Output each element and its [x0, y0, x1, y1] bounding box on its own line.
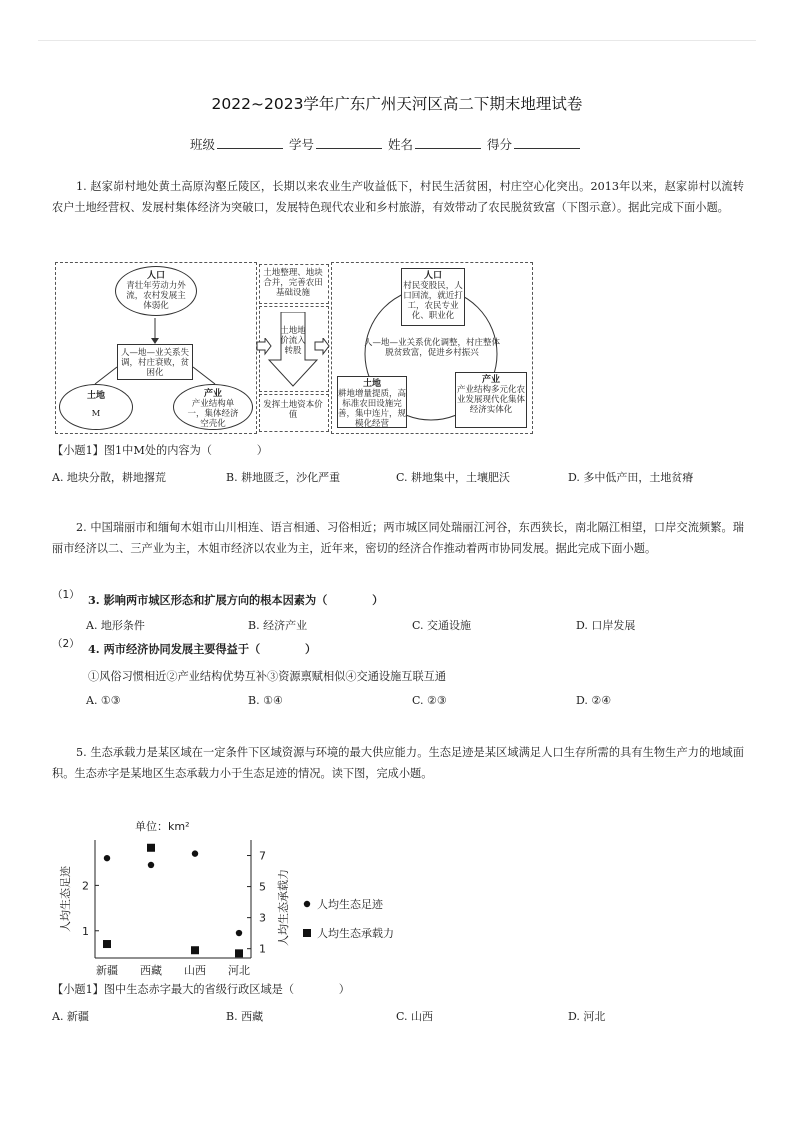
q1-option-d[interactable]: D. 多中低产田，土地贫瘠 [568, 471, 694, 484]
q5-sub-question: 【小题1】图中生态赤字最大的省级行政区域是（ ） [52, 983, 350, 996]
q1-diagram [55, 262, 535, 438]
q2-sub2-option-d[interactable]: D. ②④ [576, 694, 612, 707]
field-class-label: 班级 [190, 137, 216, 152]
q5-option-a[interactable]: A. 新疆 [52, 1010, 89, 1023]
legend-marker-footprint [304, 901, 310, 907]
chart-ylabel-right: 人均生态承载力 [277, 869, 290, 946]
top-rule [38, 40, 756, 41]
q5-option-c[interactable]: C. 山西 [396, 1010, 434, 1023]
q2-sub1-text: 3. 影响两市城区形态和扩展方向的根本因素为（ ） [88, 593, 384, 607]
chart-legend [303, 897, 394, 940]
right-land-text: 耕地增量提质，高标准农田设施完善，集中连片，规模化经营 [338, 389, 407, 429]
q5-option-b[interactable]: B. 西藏 [226, 1010, 264, 1023]
q2-sub2-option-b[interactable]: B. ①④ [248, 694, 283, 707]
mid-bottom-text: 发挥土地资本价值 [263, 400, 323, 420]
q2-sub2-note: ①风俗习惯相近②产业结构优势互补③资源禀赋相似④交通设施互联互通 [88, 670, 447, 683]
left-arrows [55, 262, 255, 432]
right-people-title: 人口 [423, 271, 442, 281]
right-center-text: 人—地—业关系优化调整，村庄整体脱贫致富，促进乡村振兴 [363, 338, 500, 358]
chart-tick-label-right: 3 [259, 911, 266, 925]
field-score-blank[interactable] [514, 137, 580, 149]
q1-option-c[interactable]: C. 耕地集中，土壤肥沃 [396, 471, 511, 484]
right-people-text: 村民变股民，人口回流，就近打工，农民专业化、职业化 [403, 281, 463, 321]
mid-arrow-text: 土地地价流入转股 [280, 326, 306, 356]
chart-category-label: 西藏 [140, 964, 162, 977]
q5-chart [55, 812, 415, 984]
chart-point-capacity [191, 946, 199, 954]
chart-tick-label-left: 2 [82, 879, 89, 893]
q1-intro: 1. 赵家峁村地处黄土高原沟壑丘陵区，长期以来农业生产收益低下，村民生活贫困，村庄空心化突出。2013年以来，赵家峁村以流转农户土地经营权、发展村集体经济为突破口，发展特色现代农业和乡村旅游，有效带动了农民脱贫致富（下图示意）。据此完成下面小题。 [52, 180, 744, 214]
mid-side-arrows [255, 338, 335, 358]
legend-marker-capacity [303, 929, 311, 937]
q5-intro: 5. 生态承载力是某区域在一定条件下区域资源与环境的最大供应能力。生态足迹是某区域满足人口生存所需的具有生物生产力的地域面积。生态赤字是某地区生态承载力小于生态足迹的情况。读下图，完成小题。 [52, 746, 744, 780]
chart-point-footprint [104, 855, 110, 861]
legend-label-footprint: 人均生态足迹 [317, 898, 383, 911]
field-score-label: 得分 [487, 137, 513, 152]
left-people-title: 人口 [146, 271, 165, 281]
q2-sub1-option-c[interactable]: C. 交通设施 [412, 619, 472, 632]
chart-point-capacity [235, 949, 243, 957]
chart-tick-label-left: 1 [82, 924, 89, 938]
chart-point-footprint [192, 850, 198, 856]
field-class-blank[interactable] [217, 137, 283, 149]
legend-label-capacity: 人均生态承载力 [317, 927, 394, 940]
left-land-title: 土地 [86, 391, 105, 401]
chart-point-footprint [236, 930, 242, 936]
chart-tick-label-right: 1 [259, 942, 266, 956]
right-people-node [401, 268, 465, 326]
q1-option-b[interactable]: B. 耕地匮乏，沙化严重 [226, 471, 341, 484]
q2-sub2-number: （2） [52, 638, 80, 650]
q5-option-d[interactable]: D. 河北 [568, 1010, 606, 1023]
page-title: 2022~2023学年广东广州天河区高二下期末地理试卷 [211, 95, 583, 113]
left-industry-title: 产业 [203, 389, 222, 399]
chart-tick-label-right: 7 [259, 849, 266, 863]
chart-category-label: 河北 [228, 964, 250, 977]
right-land-title: 土地 [362, 379, 381, 389]
field-name-blank[interactable] [415, 137, 481, 149]
chart-point-capacity [147, 844, 155, 852]
student-info-fields [190, 135, 610, 153]
chart-point-footprint [148, 862, 154, 868]
q1-sub-question: 【小题1】图1中M处的内容为（ ） [52, 444, 268, 457]
left-people-text: 青壮年劳动力外流，农村发展主体弱化 [126, 281, 186, 311]
chart-category-label: 新疆 [96, 964, 118, 977]
left-industry-text: 产业结构单一，集体经济空壳化 [187, 399, 239, 429]
q2-sub2-option-c[interactable]: C. ②③ [412, 694, 447, 707]
right-industry-node [455, 372, 527, 428]
q2-sub1-option-a[interactable]: A. 地形条件 [86, 619, 145, 632]
chart-point-capacity [103, 940, 111, 948]
q2-sub2-option-a[interactable]: A. ①③ [86, 694, 121, 707]
field-id-label: 学号 [289, 137, 315, 152]
right-land-node [337, 376, 407, 428]
chart-title: 单位：km² [135, 820, 190, 833]
left-land-m-label: M [91, 409, 101, 419]
chart-tick-label-right: 5 [259, 880, 266, 894]
q2-sub1-option-b[interactable]: B. 经济产业 [248, 619, 308, 632]
left-center-node: 人—地—业关系失调，村庄衰败，贫困化 [117, 344, 193, 380]
q2-sub1-number: （1） [52, 589, 80, 601]
q1-option-a[interactable]: A. 地块分散，耕地撂荒 [52, 471, 166, 484]
q2-sub1-option-d[interactable]: D. 口岸发展 [576, 619, 636, 632]
mid-top-text: 土地整理、地块合并，完善农田基础设施 [263, 268, 323, 298]
field-name-label: 姓名 [388, 137, 414, 152]
right-industry-text: 产业结构多元化农业发展现代化集体经济实体化 [456, 385, 525, 415]
chart-ylabel-left: 人均生态足迹 [59, 866, 72, 932]
field-id-blank[interactable] [316, 137, 382, 149]
chart-category-label: 山西 [184, 964, 206, 977]
q2-intro: 2. 中国瑞丽市和缅甸木姐市山川相连、语言相通、习俗相近；两市城区同处瑞丽江河谷，东西狭长，南北隔江相望，口岸交流频繁。瑞丽市经济以二、三产业为主，木姐市经济以农业为主，近年来，密切的经济合作推动着两市协同发展。据此完成下面小题。 [52, 521, 744, 555]
chart-marks [103, 844, 243, 958]
right-industry-title: 产业 [481, 375, 500, 385]
q2-sub2-text: 4. 两市经济协同发展主要得益于（ ） [88, 642, 317, 656]
